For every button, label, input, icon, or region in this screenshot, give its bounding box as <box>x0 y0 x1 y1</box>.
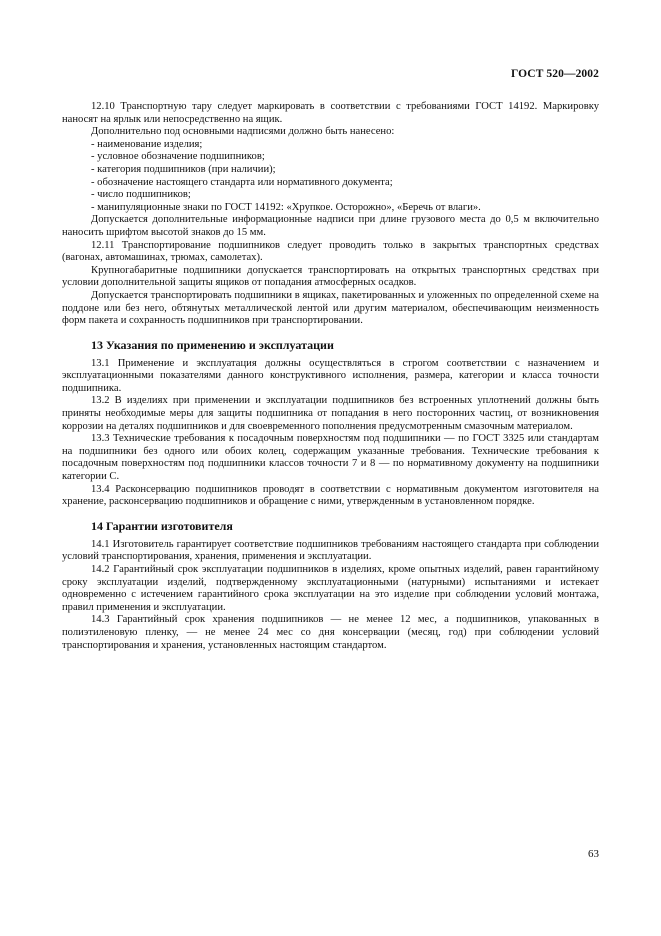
paragraph-12-11-pallet: Допускается транспортировать подшипники в ящиках, пакетированных и уложенных по определенной схеме на поддоне или без него, обтянутых металлической лентой или другим материалом, обеспечивающим неизменность форм пакета и сохранность подшипников при транспортировании. <box>62 289 599 327</box>
paragraph-13-2: 13.2 В изделиях при применении и эксплуатации подшипников без встроенных уплотнений должны быть приняты необходимые меры для защиты подшипника от попадания в него посторонних частиц, от возникновения коррозии на деталях подшипников и для своевременного пополнения предусмотренным смазочным материалом. <box>62 395 599 432</box>
paragraph-14-1: 14.1 Изготовитель гарантирует соответствие подшипников требованиям настоящего стандарта при соблюдении условий транспортирования, хранения, применения и эксплуатации. <box>62 538 599 563</box>
paragraph-14-3: 14.3 Гарантийный срок хранения подшипников — не менее 12 мес, а подшипников, упакованных в полиэтиленовую пленку, — не менее 24 мес со дня консервации (месяц, год) при соблюдении условий транспортирования и хранения, установленных настоящим стандартом. <box>62 614 599 651</box>
list-item: - обозначение настоящего стандарта или нормативного документа; <box>91 176 393 188</box>
section-title-14: 14 Гарантии изготовителя <box>91 518 233 533</box>
paragraph-12-10-intro: Дополнительно под основными надписями должно быть нанесено: <box>91 126 395 138</box>
paragraph-12-10-extra: Допускается дополнительные информационные надписи при длине грузового места до 0,5 м включительно наносить шрифтом высотой знаков до 15 мм. <box>62 214 599 238</box>
document-body <box>62 101 599 652</box>
page-number: 63 <box>588 848 599 860</box>
paragraph-13-3: 13.3 Технические требования к посадочным поверхностям под подшипники — по ГОСТ 3325 или стандартам на подшипники без одного или обоих колец, содержащим указанные требования. Технические требования к посадочным поверхностям под подшипники классов точности 7 и 8 — по нормативному документу на подшипники категории С. <box>62 433 599 483</box>
paragraph-13-1: 13.1 Применение и эксплуатация должны осуществляться в строгом соответствии с назначением и эксплуатационными показателями данного конструктивного исполнения, размера, категории и класса точности подшипника. <box>62 357 599 394</box>
paragraph-13-4: 13.4 Расконсервацию подшипников проводят в соответствии с нормативным документом изготовителя на хранение, расконсервацию подшипников и обращение с ними, утвержденным в установленном порядке. <box>62 483 599 508</box>
marking-list <box>62 139 599 215</box>
paragraph-14-2: 14.2 Гарантийный срок эксплуатации подшипников в изделиях, кроме опытных изделий, равен гарантийному сроку эксплуатации изделий, подтвержденному эксплуатационными (натурными) испытаниями и истекает одновременно с истечением гарантийного срока эксплуатации на это изделие при соблюдении условий монтажа, правил применения и эксплуатации. <box>62 564 599 613</box>
paragraph-12-11-large: Крупногабаритные подшипники допускается транспортировать на открытых транспортных средствах при условии дополнительной защиты ящиков от попадания атмосферных осадков. <box>62 264 599 289</box>
section-title-13: 13 Указания по применению и эксплуатации <box>91 337 334 352</box>
document-page <box>62 0 599 936</box>
list-item: - манипуляционные знаки по ГОСТ 14192: «Хрупкое. Осторожно», «Беречь от влаги». <box>91 201 481 213</box>
document-header: ГОСТ 520—2002 <box>510 68 599 80</box>
list-item: - условное обозначение подшипников; <box>91 151 265 163</box>
paragraph-12-11: 12.11 Транспортирование подшипников следует проводить только в закрытых транспортных средствах (вагонах, автомашинах, трюмах, самолетах). <box>62 239 599 264</box>
list-item: - категория подшипников (при наличии); <box>91 163 276 175</box>
list-item: - наименование изделия; <box>91 138 203 150</box>
paragraph-12-10: 12.10 Транспортную тару следует маркировать в соответствии с требованиями ГОСТ 14192. Маркировку наносят на ярлык или непосредственно на ящик. <box>62 101 599 125</box>
list-item: - число подшипников; <box>91 189 191 201</box>
